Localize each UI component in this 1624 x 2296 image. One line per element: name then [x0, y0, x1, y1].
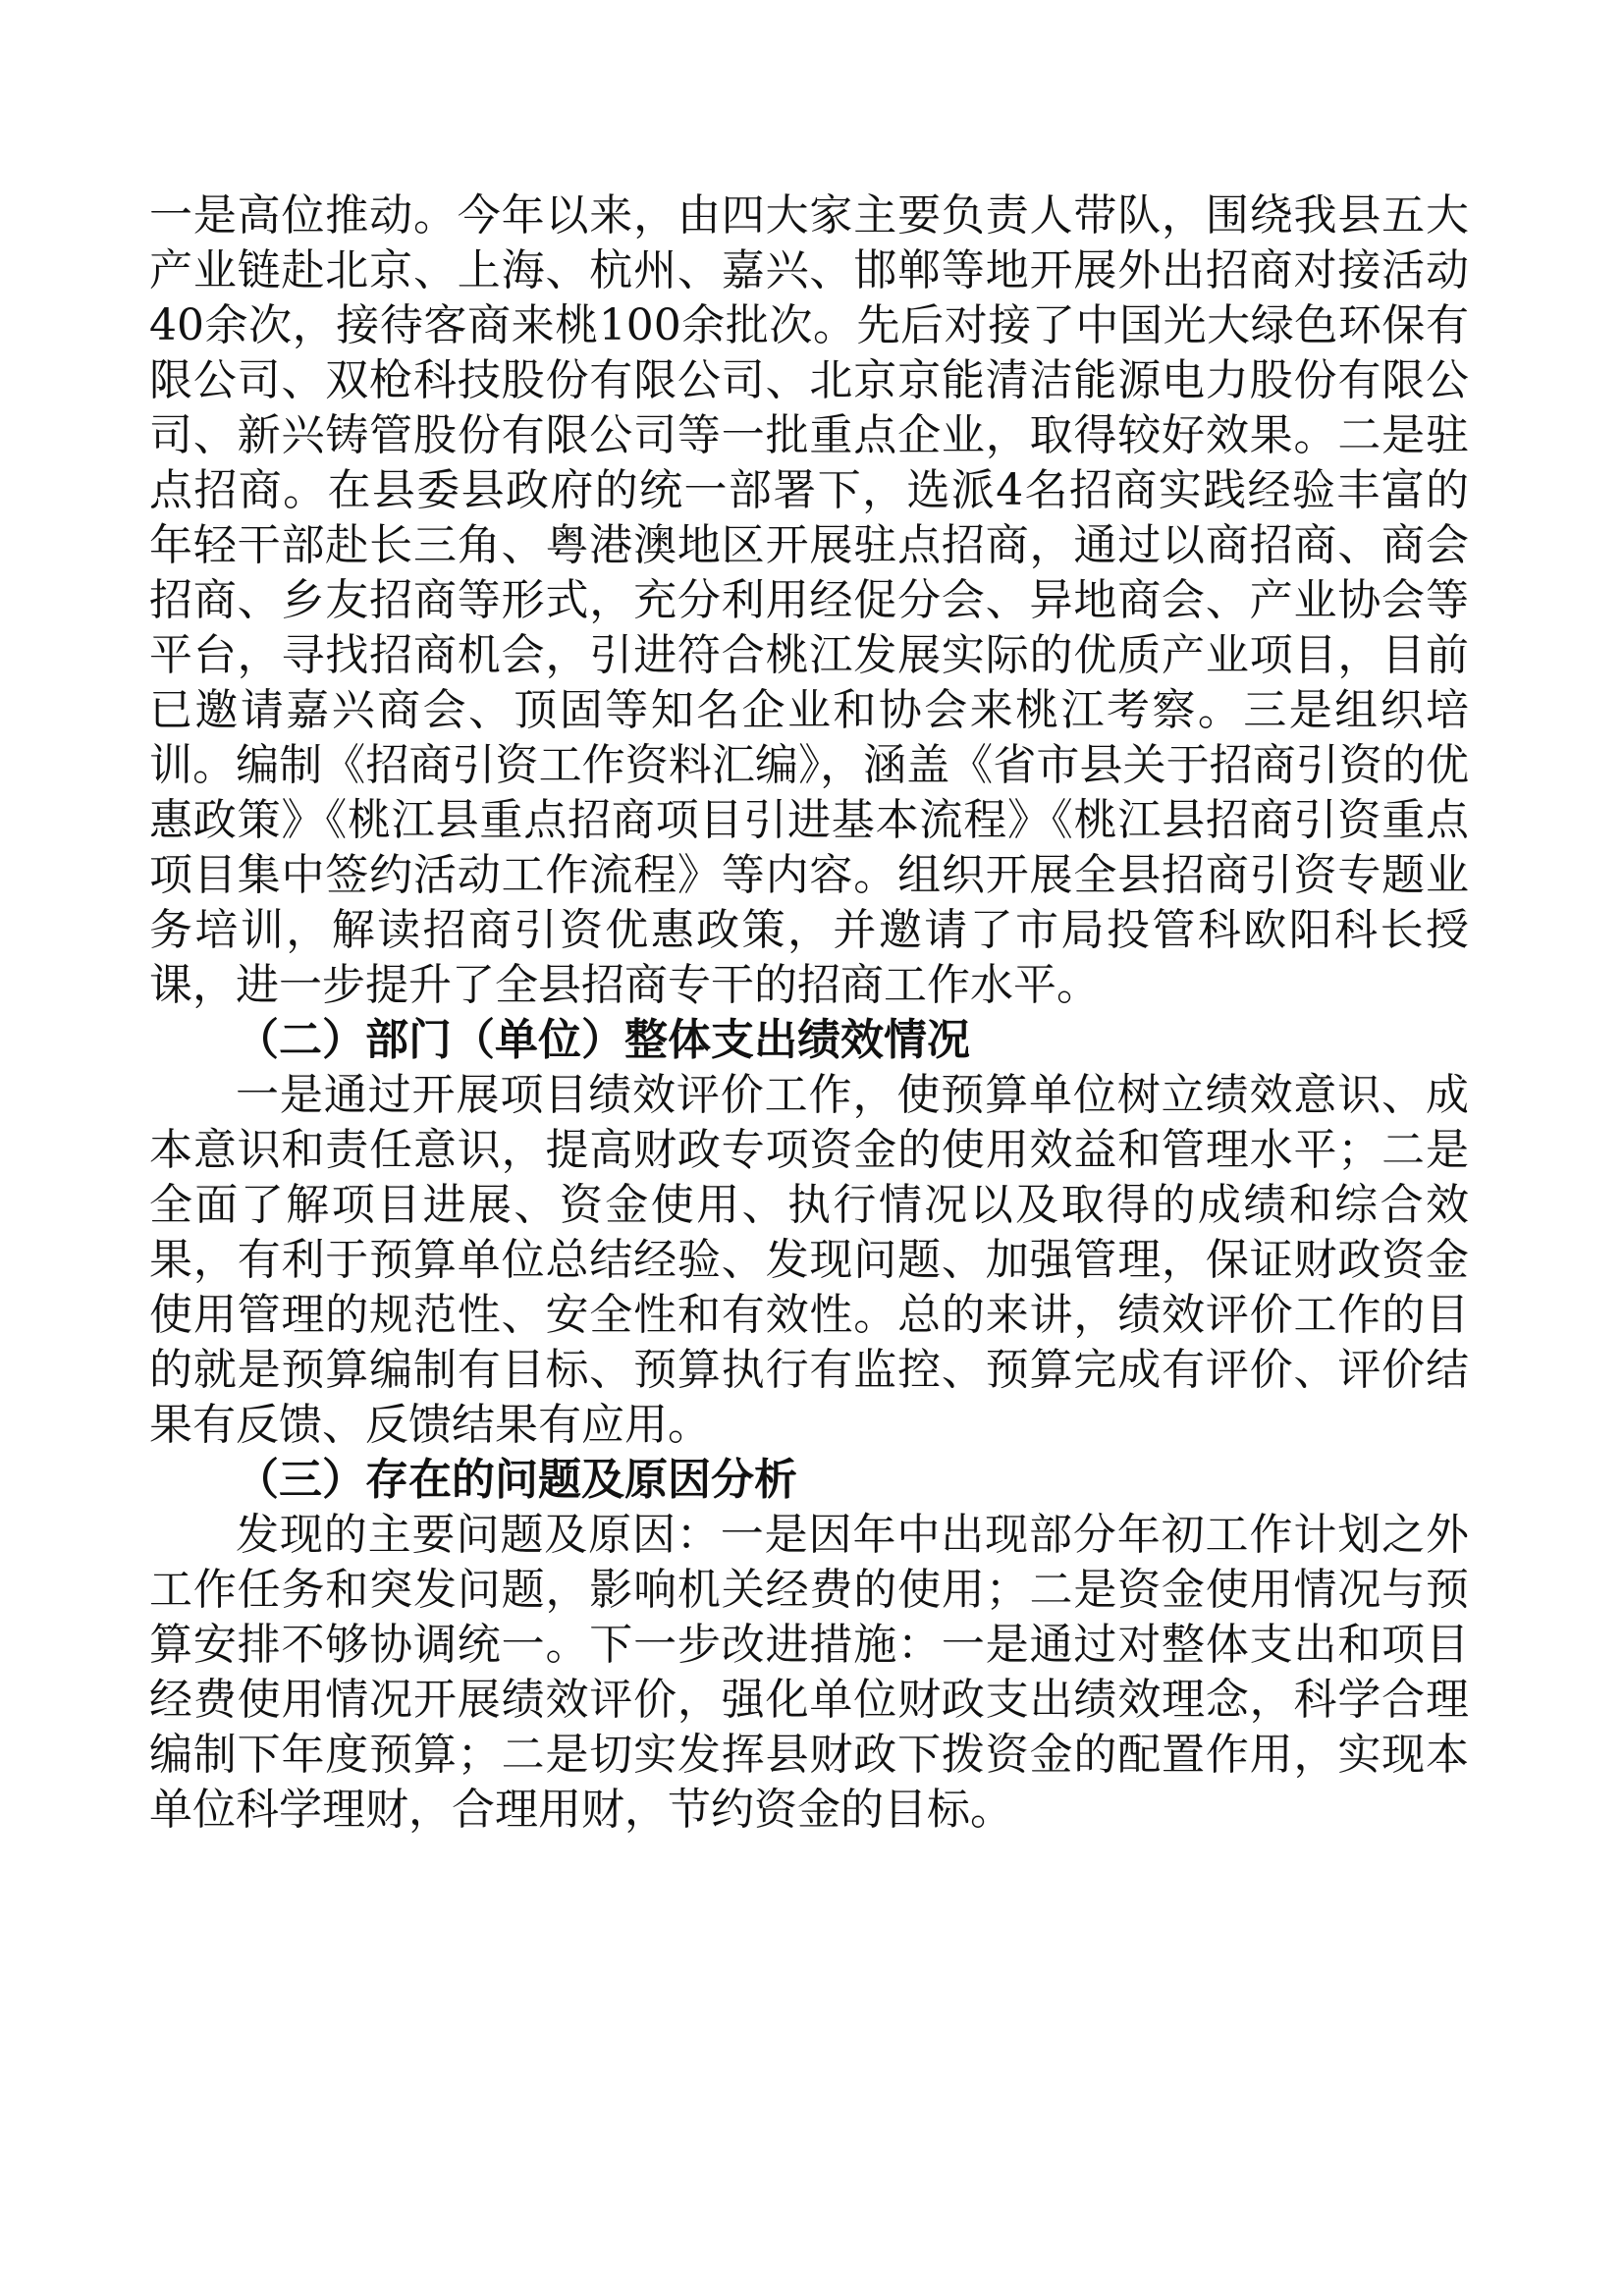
section2-paragraph: 一是通过开展项目绩效评价工作，使预算单位树立绩效意识、成本意识和责任意识，提高财政专项资金的使用效益和管理水平；二是全面了解项目进展、资金使用、执行情况以及取得的成绩和综合效果，有利于预算单位总结经验、发现问题、加强管理，保证财政资金使用管理的规范性、安全性和有效性。总的来讲，绩效评价工作的目的就是预算编制有目标、预算执行有监控、预算完成有评价、评价结果有反馈、反馈结果有应用。: [149, 1070, 1469, 1450]
section3-paragraph: 发现的主要问题及原因：一是因年中出现部分年初工作计划之外工作任务和突发问题，影响机关经费的使用；二是资金使用情况与预算安排不够协调统一。下一步改进措施：一是通过对整体支出和项目经费使用情况开展绩效评价，强化单位财政支出绩效理念，科学合理编制下年度预算；二是切实发挥县财政下拨资金的配置作用，实现本单位科学理财，合理用财，节约资金的目标。: [149, 1510, 1469, 1835]
section2-heading: （二）部门（单位）整体支出绩效情况: [236, 1015, 970, 1065]
section1-paragraph: 一是高位推动。今年以来，由四大家主要负责人带队，围绕我县五大产业链赴北京、上海、杭州、嘉兴、邯郸等地开展外出招商对接活动40余次，接待客商来桃100余批次。先后对接了中国光大绿色环保有限公司、双枪科技股份有限公司、北京京能清洁能源电力股份有限公司、新兴铸管股份有限公司等一批重点企业，取得较好效果。二是驻点招商。在县委县政府的统一部署下，选派4名招商实践经验丰富的年轻干部赴长三角、粤港澳地区开展驻点招商，通过以商招商、商会招商、乡友招商等形式，充分利用经促分会、异地商会、产业协会等平台，寻找招商机会，引进符合桃江发展实际的优质产业项目，目前已邀请嘉兴商会、顶固等知名企业和协会来桃江考察。三是组织培训。编制《招商引资工作资料汇编》，涵盖《省市县关于招商引资的优惠政策》《桃江县重点招商项目引进基本流程》《桃江县招商引资重点项目集中签约活动工作流程》等内容。组织开展全县招商引资专题业务培训，解读招商引资优惠政策，并邀请了市局投管科欧阳科长授课，进一步提升了全县招商专干的招商工作水平。: [149, 190, 1469, 1010]
document-page: [149, 188, 1469, 1838]
section3-heading: （三）存在的问题及原因分析: [236, 1455, 797, 1505]
